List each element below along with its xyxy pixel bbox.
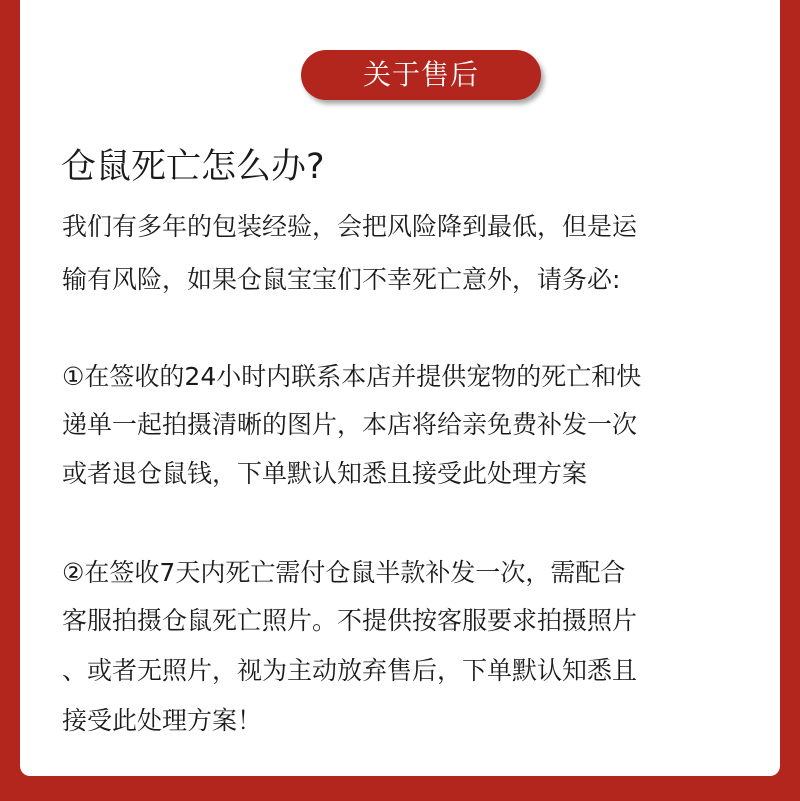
intro-line-1: 我们有多年的包装经验，会把风险降到最低，但是运 bbox=[62, 212, 638, 241]
section-badge: 关于售后 bbox=[301, 50, 541, 100]
faq-heading: 仓鼠死亡怎么办? bbox=[61, 147, 325, 187]
content-card bbox=[20, 0, 780, 776]
rule2-line-4: 接受此处理方案！ bbox=[62, 706, 263, 735]
rule1-line-2: 递单一起拍摄清晰的图片，本店将给亲免费补发一次 bbox=[62, 410, 638, 439]
intro-line-2: 输有风险，如果仓鼠宝宝们不幸死亡意外，请务必: bbox=[62, 265, 621, 294]
rule1-line-1: ①在签收的24小时内联系本店并提供宠物的死亡和快 bbox=[62, 362, 642, 391]
rule2-line-3: 、或者无照片，视为主动放弃售后，下单默认知悉且 bbox=[62, 656, 638, 685]
rule2-line-2: 客服拍摄仓鼠死亡照片。不提供按客服要求拍摄照片 bbox=[62, 606, 638, 635]
rule1-line-3: 或者退仓鼠钱，下单默认知悉且接受此处理方案 bbox=[62, 459, 588, 488]
rule2-line-1: ②在签收7天内死亡需付仓鼠半款补发一次，需配合 bbox=[62, 558, 626, 587]
